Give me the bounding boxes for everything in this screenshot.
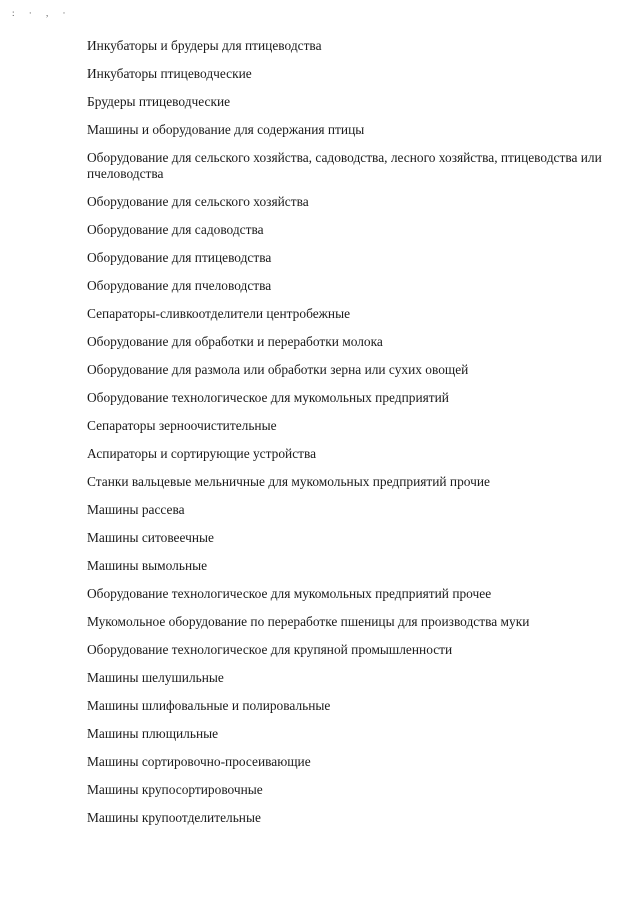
list-item: Машины ситовеечные [87, 530, 214, 545]
list-item: Машины вымольные [87, 558, 208, 573]
list-item: Машины рассева [87, 502, 185, 517]
scan-corner-marks: : · , · [12, 8, 72, 18]
list-item: Оборудование для садоводства [87, 222, 264, 237]
list-item: Оборудование технологическое для мукомольных предприятий [87, 390, 449, 405]
list-item: Машины крупосортировочные [87, 782, 263, 797]
list-item: Оборудование технологическое для мукомольных предприятий прочее [87, 586, 492, 601]
list-item: Инкубаторы и брудеры для птицеводства [87, 38, 322, 53]
list-item: Машины плющильные [87, 726, 219, 741]
list-item: Машины шелушильные [87, 670, 224, 685]
list-item: Инкубаторы птицеводческие [87, 66, 252, 81]
list-item: Машины и оборудование для содержания птицы [87, 122, 365, 137]
list-item: Оборудование для обработки и переработки молока [87, 334, 383, 349]
list-item: Сепараторы-сливкоотделители центробежные [87, 306, 351, 321]
equipment-list [87, 38, 607, 838]
list-item: Аспираторы и сортирующие устройства [87, 446, 317, 461]
list-item: Оборудование для пчеловодства [87, 278, 272, 293]
list-item: Оборудование для птицеводства [87, 250, 272, 265]
list-item: Сепараторы зерноочистительные [87, 418, 277, 433]
list-item: Оборудование для сельского хозяйства, садоводства, лесного хозяйства, птицеводства или пчеловодства [87, 150, 602, 181]
list-item: Брудеры птицеводческие [87, 94, 231, 109]
list-item: Машины крупоотделительные [87, 810, 261, 825]
list-item: Машины сортировочно-просеивающие [87, 754, 311, 769]
list-item: Оборудование технологическое для крупяной промышленности [87, 642, 453, 657]
list-item: Станки вальцевые мельничные для мукомольных предприятий прочие [87, 474, 490, 489]
list-item: Мукомольное оборудование по переработке пшеницы для производства муки [87, 614, 530, 629]
list-item: Оборудование для сельского хозяйства [87, 194, 309, 209]
list-item: Оборудование для размола или обработки зерна или сухих овощей [87, 362, 469, 377]
list-item: Машины шлифовальные и полировальные [87, 698, 331, 713]
